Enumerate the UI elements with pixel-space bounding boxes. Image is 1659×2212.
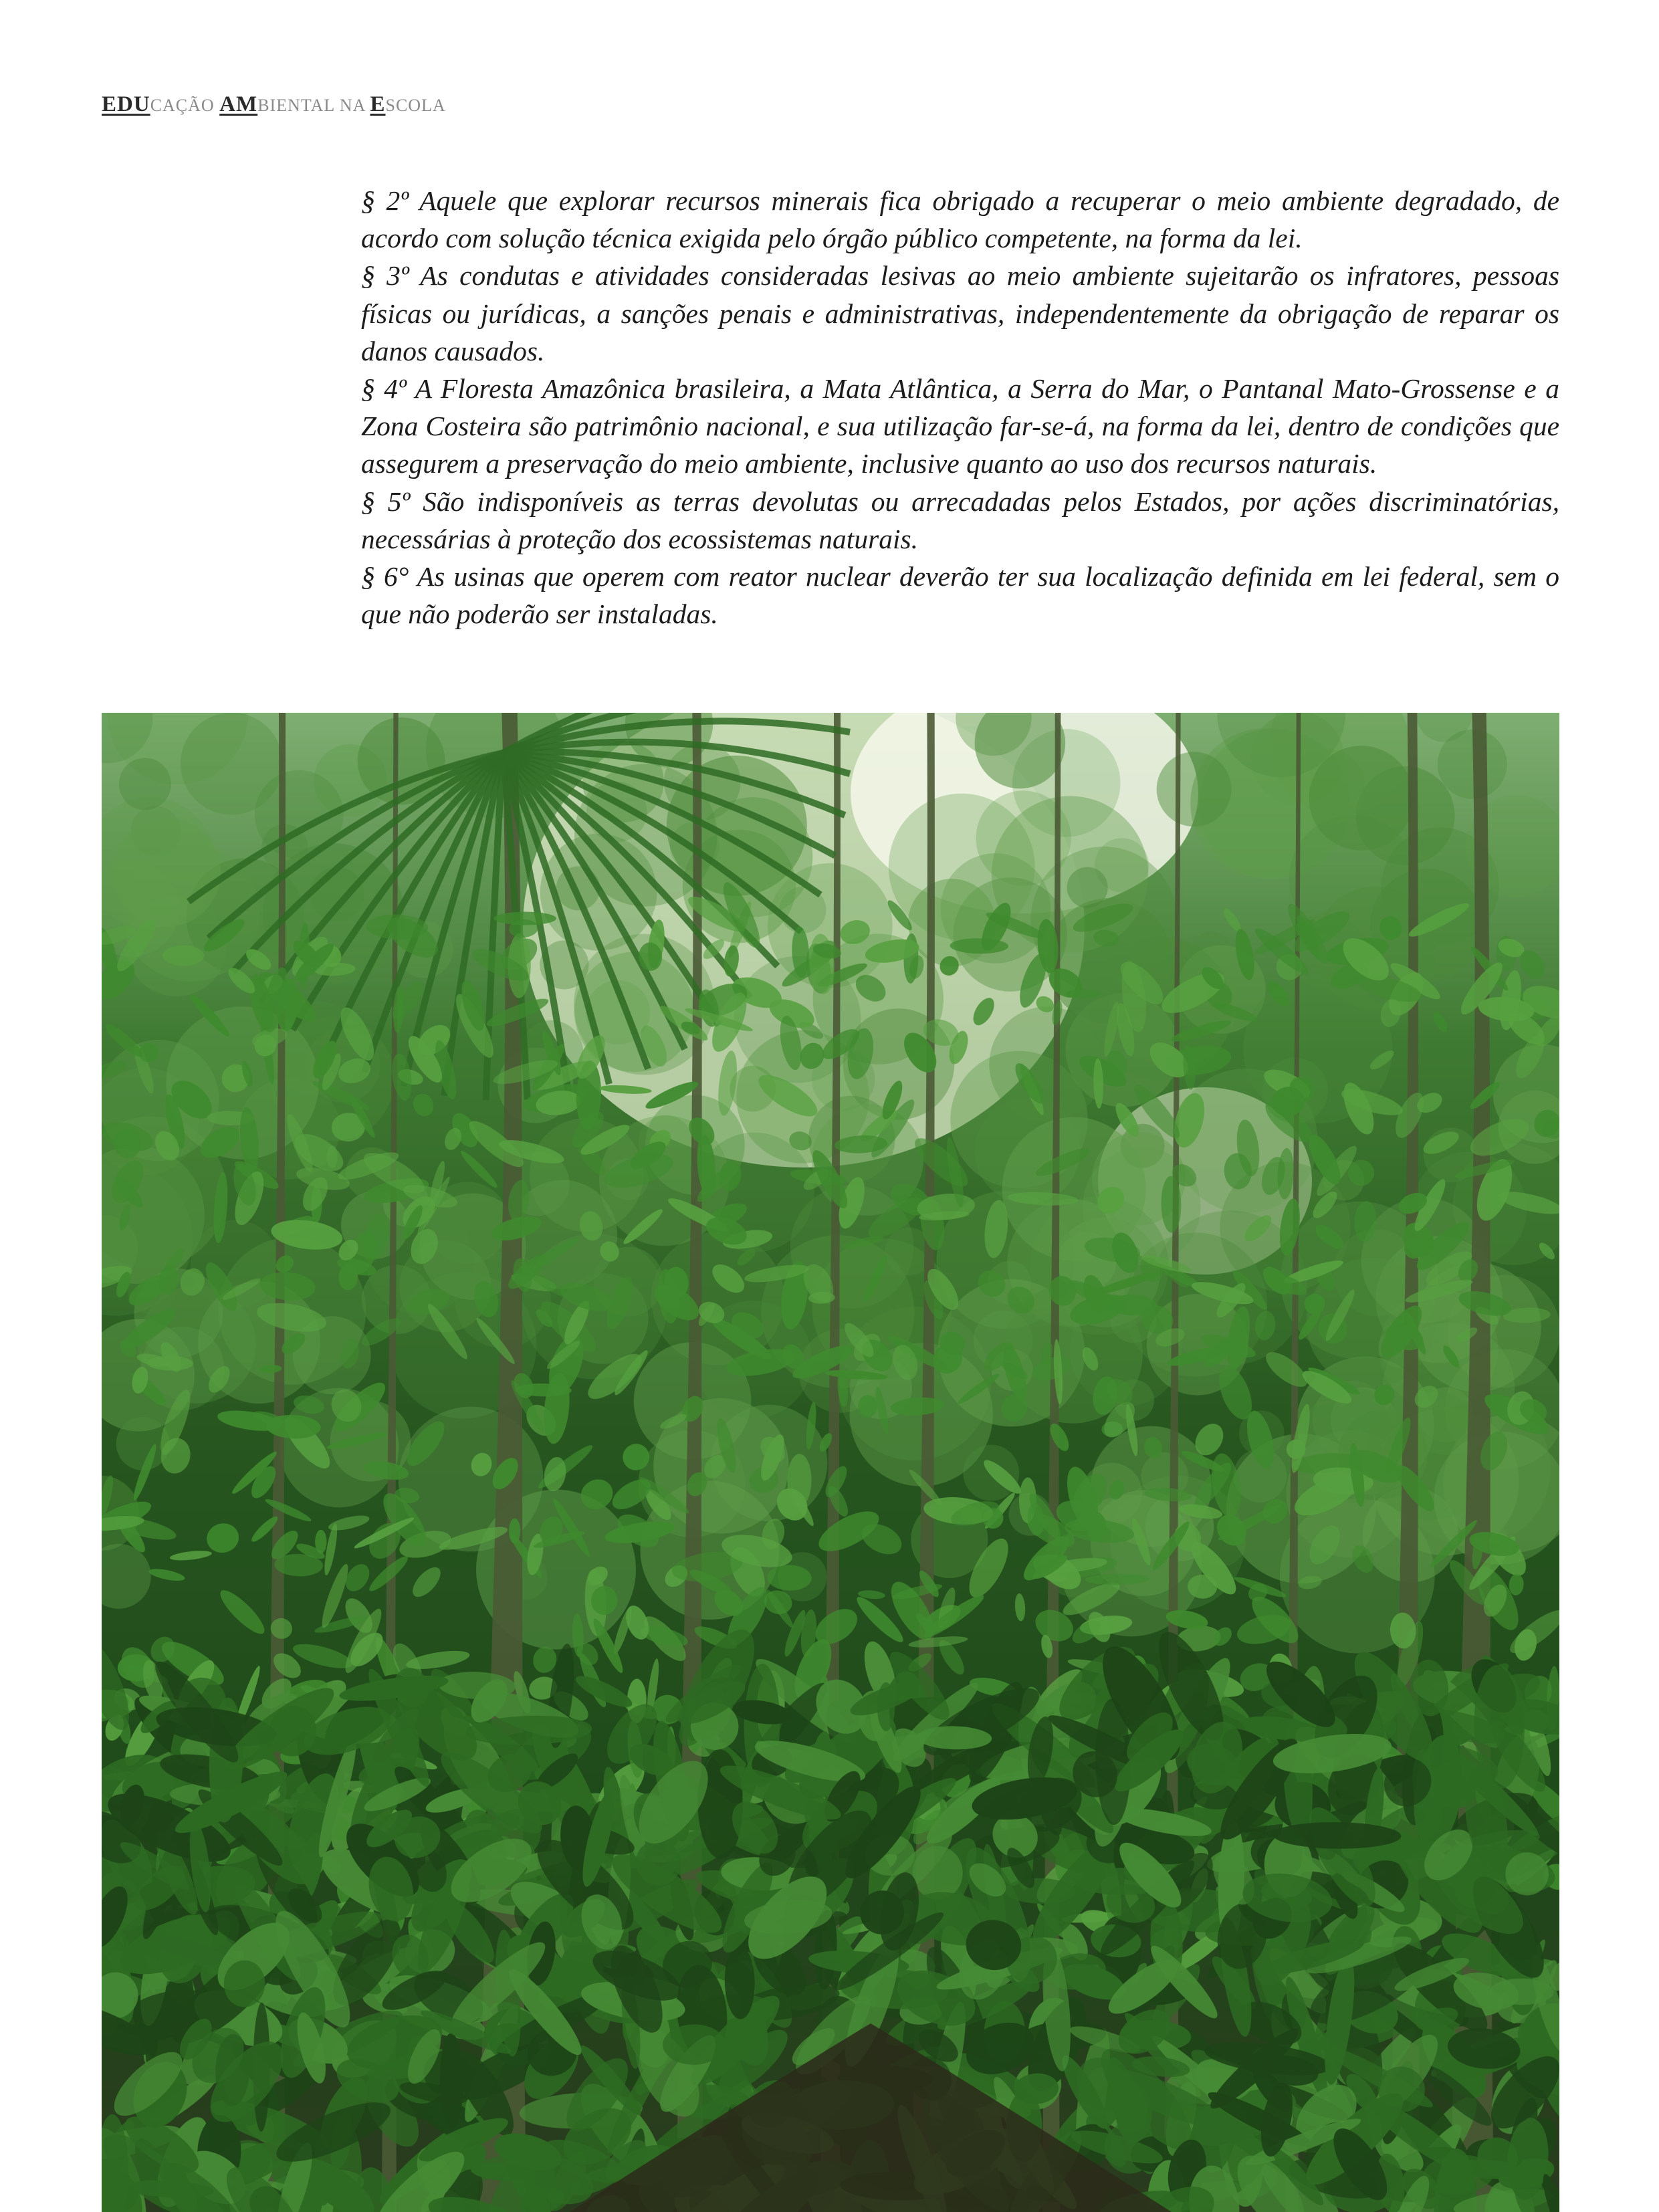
paragraph-6: § 6° As usinas que operem com reator nuclear deverão ter sua localização definida em lei federal, sem o que não poderão ser instaladas. (361, 561, 1559, 630)
paragraph-4: § 4º A Floresta Amazônica brasileira, a Mata Atlântica, a Serra do Mar, o Pantanal Mato-Grossense e a Zona Costeira são patrimônio nacional, e sua utilização far-se-á, na forma da lei, dentro de condições que assegurem a preservação do meio ambiente, inclusive quanto ao uso dos recursos naturais. (361, 373, 1559, 479)
header-part: AM (219, 92, 258, 116)
forest-illustration (102, 713, 1559, 2212)
header-part: SCOLA (385, 96, 446, 115)
paragraph-5: § 5º São indisponíveis as terras devolutas ou arrecadadas pelos Estados, por ações discriminatórias, necessárias à proteção dos ecossistemas naturais. (361, 485, 1559, 554)
header-part: EDU (102, 92, 150, 116)
running-header (102, 92, 446, 117)
paragraph-2: § 2º Aquele que explorar recursos minerais fica obrigado a recuperar o meio ambiente degradado, de acordo com solução técnica exigida pelo órgão público competente, na forma da lei. (361, 185, 1559, 254)
header-part: CAÇÃO (150, 96, 220, 115)
header-part: BIENTAL NA (257, 96, 370, 115)
paragraph-3: § 3º As condutas e atividades consideradas lesivas ao meio ambiente sujeitarão os infratores, pessoas físicas ou jurídicas, a sanções penais e administrativas, independentemente da obrigação de reparar os danos causados. (361, 260, 1559, 366)
article-text (361, 182, 1559, 633)
header-part: E (370, 92, 386, 116)
rainforest-photo (102, 713, 1559, 2212)
